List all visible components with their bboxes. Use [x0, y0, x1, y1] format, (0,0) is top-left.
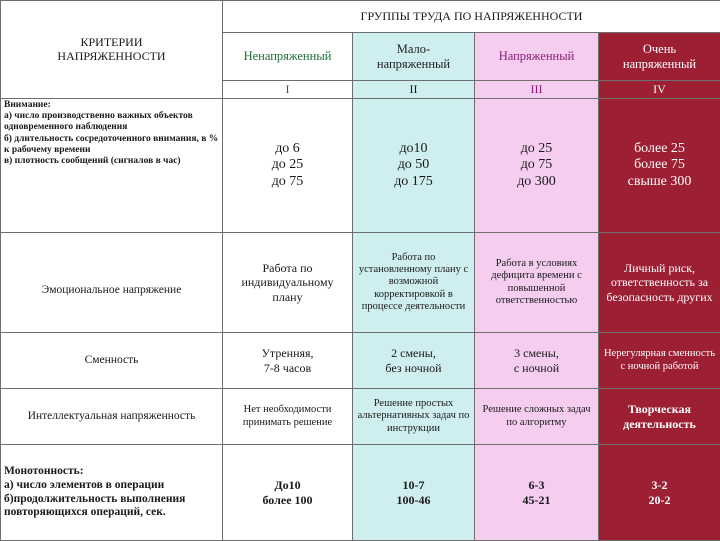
criterion-shifts: Сменность — [1, 333, 223, 389]
monotony-group-4: 3-2 20-2 — [599, 445, 720, 541]
emotional-group-1: Работа по индивидуальному плану — [223, 233, 353, 333]
intellectual-group-4: Творческая деятельность — [599, 389, 720, 445]
criterion-attention: Внимание: а) число производственно важных объектов одновременного наблюдения б) длительность сосредоточенного внимания, в % к рабочему времени в) плотность сообщений (сигналов в час) — [1, 99, 223, 233]
shifts-group-1: Утренняя, 7-8 часов — [223, 333, 353, 389]
attention-group-2: до10 до 50 до 175 — [353, 99, 475, 233]
shifts-group-3: 3 смены, с ночной — [475, 333, 599, 389]
group-roman-4: IV — [599, 81, 720, 99]
groups-title: ГРУППЫ ТРУДА ПО НАПРЯЖЕННОСТИ — [223, 1, 720, 33]
attention-group-1: до 6 до 25 до 75 — [223, 99, 353, 233]
shifts-group-4: Нерегулярная сменность с ночной работой — [599, 333, 720, 389]
monotony-group-3: 6-3 45-21 — [475, 445, 599, 541]
criterion-monotony: Монотонность: а) число элементов в операции б)продолжительность выполнения повторяющихся операций, сек. — [1, 445, 223, 541]
intellectual-group-2: Решение простых альтернативных задач по инструкции — [353, 389, 475, 445]
attention-group-4: более 25 более 75 свыше 300 — [599, 99, 720, 233]
intellectual-group-3: Решение сложных задач по алгоритму — [475, 389, 599, 445]
attention-group-3: до 25 до 75 до 300 — [475, 99, 599, 233]
monotony-group-2: 10-7 100-46 — [353, 445, 475, 541]
group-name-2: Мало- напряженный — [353, 33, 475, 81]
group-roman-2: II — [353, 81, 475, 99]
group-roman-1: I — [223, 81, 353, 99]
group-name-4: Очень напряженный — [599, 33, 720, 81]
emotional-group-2: Работа по установленному плану с возможной корректировкой в процессе деятельности — [353, 233, 475, 333]
group-name-1: Ненапряженный — [223, 33, 353, 81]
emotional-group-3: Работа в условиях дефицита времени с повышенной ответственностью — [475, 233, 599, 333]
criterion-emotional: Эмоциональное напряжение — [1, 233, 223, 333]
monotony-group-1: До10 более 100 — [223, 445, 353, 541]
criterion-intellectual: Интеллектуальная напряженность — [1, 389, 223, 445]
group-roman-3: III — [475, 81, 599, 99]
criteria-header: КРИТЕРИИ НАПРЯЖЕННОСТИ — [1, 1, 223, 99]
shifts-group-2: 2 смены, без ночной — [353, 333, 475, 389]
group-name-3: Напряженный — [475, 33, 599, 81]
emotional-group-4: Личный риск, ответственность за безопасность других — [599, 233, 720, 333]
intellectual-group-1: Нет необходимости принимать решение — [223, 389, 353, 445]
